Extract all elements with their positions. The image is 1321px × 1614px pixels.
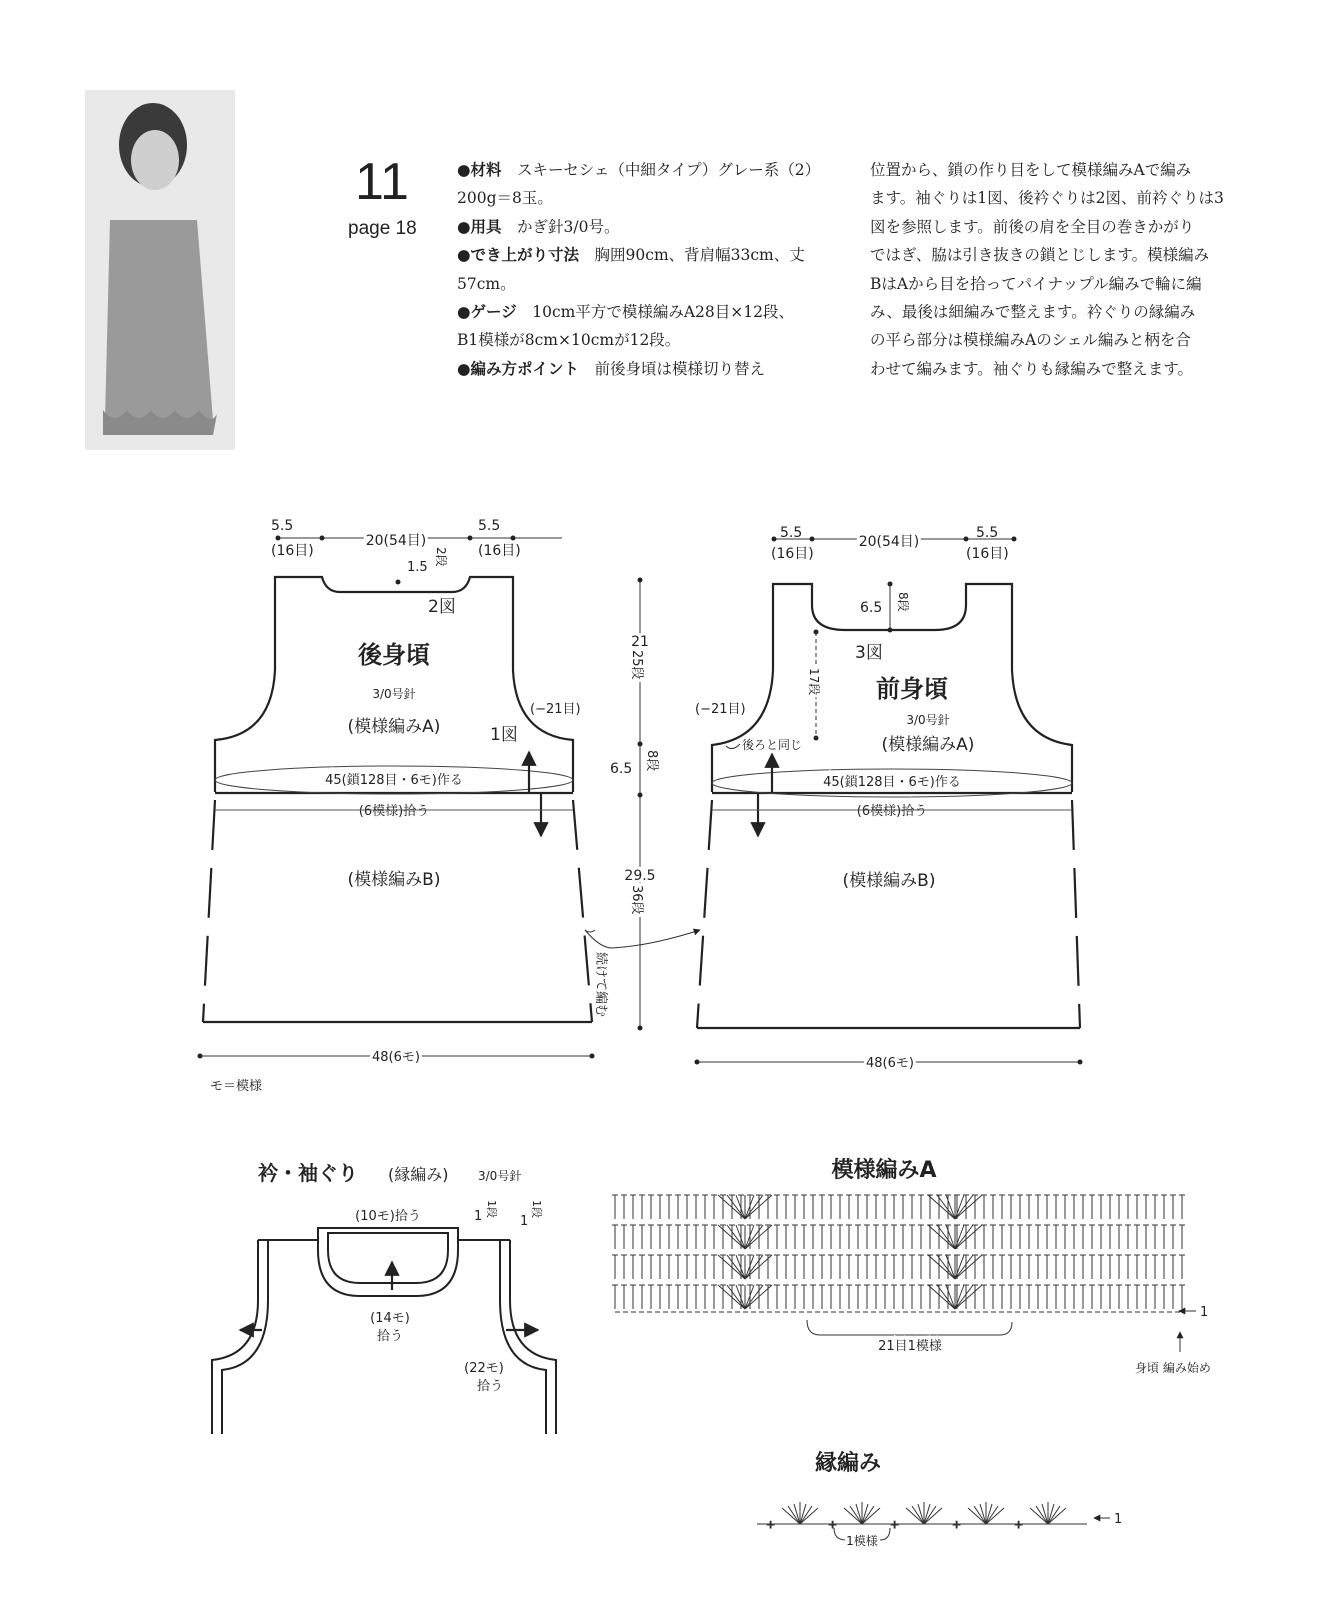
pattern-a-repeat: 21目1模様 [878,1339,942,1354]
front-shoulder-r-sts: (16目) [966,546,1009,562]
dim-lower: 29.5 [624,868,656,884]
border-neck-pick: (10モ)拾う [355,1209,421,1224]
page-reference: page 18 [348,218,417,239]
front-neck-depth: 6.5 [860,600,883,616]
back-shoulder-r-sts: (16目) [478,543,521,559]
front-pattern-b: (模様編みB) [842,871,936,891]
front-pickup: (6模様)拾う [856,804,928,819]
border-arm-pick2: 拾う [476,1379,504,1394]
pattern-a-title: 模様編みA [831,1158,937,1183]
front-fig3: 3図 [855,643,883,663]
back-body-diagram [198,518,595,1094]
border-needle: 3/0号針 [478,1169,522,1183]
fan-mark [745,1225,763,1249]
line: 200g＝8玉。 [457,189,553,208]
edging-sc-mark: + [1014,1518,1024,1531]
front-depth2-rows: 17段 [807,668,821,696]
front-pattern-a: (模様編みA) [881,735,975,755]
pattern-number: 11 [355,153,409,211]
border-front-pick2: 拾う [376,1329,404,1344]
back-armhole-dec: (−21目) [530,702,581,717]
fan-mark [937,1225,955,1249]
front-hem: 48(6モ) [866,1056,914,1071]
back-title: 後身頃 [358,641,430,669]
back-neck-depth: 1.5 [407,560,428,575]
edging-sc-mark: + [952,1518,962,1531]
front-lower-right [1072,800,1080,1028]
pattern-a-row1: 1 [1200,1305,1209,1320]
line: B1模様が8cm×10cmが12段。 [457,331,681,350]
fan-mark [745,1285,763,1309]
front-chain: 45(鎖128目・6モ)作る [823,775,961,790]
fan-mark [937,1195,955,1219]
front-shoulder-l: 5.5 [780,525,803,541]
fan-mark [955,1255,973,1279]
dim-mid: 6.5 [610,761,633,777]
pattern-a-chart [612,1157,1211,1375]
line: ●ゲージ 10cm平方で模様編みA28目×12段、 [457,303,794,322]
dim-lower-rows: 36段 [629,885,644,915]
dim-upper: 21 [631,634,649,650]
edging-title: 縁編み [814,1451,882,1476]
line: 位置から、鎖の作り目をして模様編みAで編み [870,161,1192,179]
back-neck-rows: 2段 [434,547,448,567]
line: ではぎ、脇は引き抜きの鎖とじします。模様編み [870,246,1210,265]
back-shoulder-l: 5.5 [271,518,294,534]
front-same-as-back: 後ろと同じ [742,738,803,752]
fan-mark [727,1255,745,1279]
front-lower-left [697,800,712,1028]
front-title: 前身頃 [876,675,948,703]
dim-mid-rows: 8段 [644,750,659,772]
line: ●編み方ポイント 前後身頃は模様切り替え [457,359,766,378]
back-lower-left [203,800,215,1022]
back-needle: 3/0号針 [372,687,416,701]
line: ●材料 スキーセシェ（中細タイプ）グレー系（2） [457,161,821,179]
border-r2: 1 [520,1214,529,1229]
border-title: 衿・袖ぐり [258,1161,358,1185]
border-diagram [212,1161,556,1434]
edging-sc-mark: + [890,1518,900,1531]
back-pickup: (6模様)拾う [358,804,430,819]
fan-mark [745,1255,763,1279]
edging-sc-mark: + [828,1518,838,1531]
fan-mark [955,1225,973,1249]
line: の平ら部分は模様編みAのシェル編みと柄を合 [870,331,1191,350]
border-r2-rows: 1段 [530,1200,543,1218]
border-front-pick: (14モ) [370,1311,410,1326]
front-shoulder-r: 5.5 [976,525,999,541]
edging-chart [757,1450,1122,1548]
front-needle: 3/0号針 [906,713,950,727]
line: ●用具 かぎ針3/0号。 [457,217,620,236]
fan-mark [727,1225,745,1249]
center-dimensions [585,578,700,1031]
border-arm-pick: (22モ) [464,1361,504,1376]
fan-mark [937,1255,955,1279]
back-hem: 48(6モ) [372,1050,420,1065]
front-body-diagram [695,525,1083,1071]
back-neck-width: 20(54目) [365,533,427,549]
border-r1: 1 [474,1209,483,1224]
back-shoulder-l-sts: (16目) [271,543,314,559]
line: 図を参照します。前後の肩を全目の巻きかがり [870,217,1195,236]
edging-sc-mark: + [766,1518,776,1531]
line: み、最後は細編みで整えます。衿ぐりの縁編み [870,303,1196,322]
continue-label: 続けて編む [593,952,608,1018]
front-shoulder-l-sts: (16目) [771,546,814,562]
fan-mark [727,1285,745,1309]
line: BはAから目を拾ってパイナップル編みで輪に編 [870,274,1202,293]
line: ●でき上がり寸法 胸囲90cm、背肩幅33cm、丈 [457,246,805,265]
dim-upper-rows: 25段 [629,650,644,680]
front-neck-rows: 8段 [896,592,910,612]
back-chain: 45(鎖128目・6モ)作る [325,773,463,788]
back-fig1: 1図 [490,725,518,745]
pattern-a-start: 身頃 編み始め [1135,1361,1211,1375]
fan-mark [955,1195,973,1219]
border-title-paren: (縁編み) [388,1165,449,1184]
fan-mark [955,1285,973,1309]
fan-mark [727,1195,745,1219]
fan-mark [937,1285,955,1309]
back-pattern-a: (模様編みA) [347,717,441,737]
line: 57cm。 [457,274,516,293]
back-lower-right [573,800,592,1022]
back-pattern-b: (模様編みB) [347,870,441,890]
fan-mark [745,1195,763,1219]
edging-row1: 1 [1114,1512,1123,1527]
back-fig2: 2図 [428,597,456,617]
back-outline [215,577,573,792]
line: ます。袖ぐりは1図、後衿ぐりは2図、前衿ぐりは3 [870,189,1224,208]
edging-repeat: 1模様 [846,1534,878,1548]
legend: モ＝模様 [210,1079,263,1094]
front-armhole-dec: (−21目) [695,702,746,717]
border-r1-rows: 1段 [485,1200,498,1218]
line: わせて編みます。袖ぐりも縁編みで整えます。 [870,359,1194,378]
front-neck-width: 20(54目) [858,534,920,550]
back-shoulder-r: 5.5 [478,518,501,534]
